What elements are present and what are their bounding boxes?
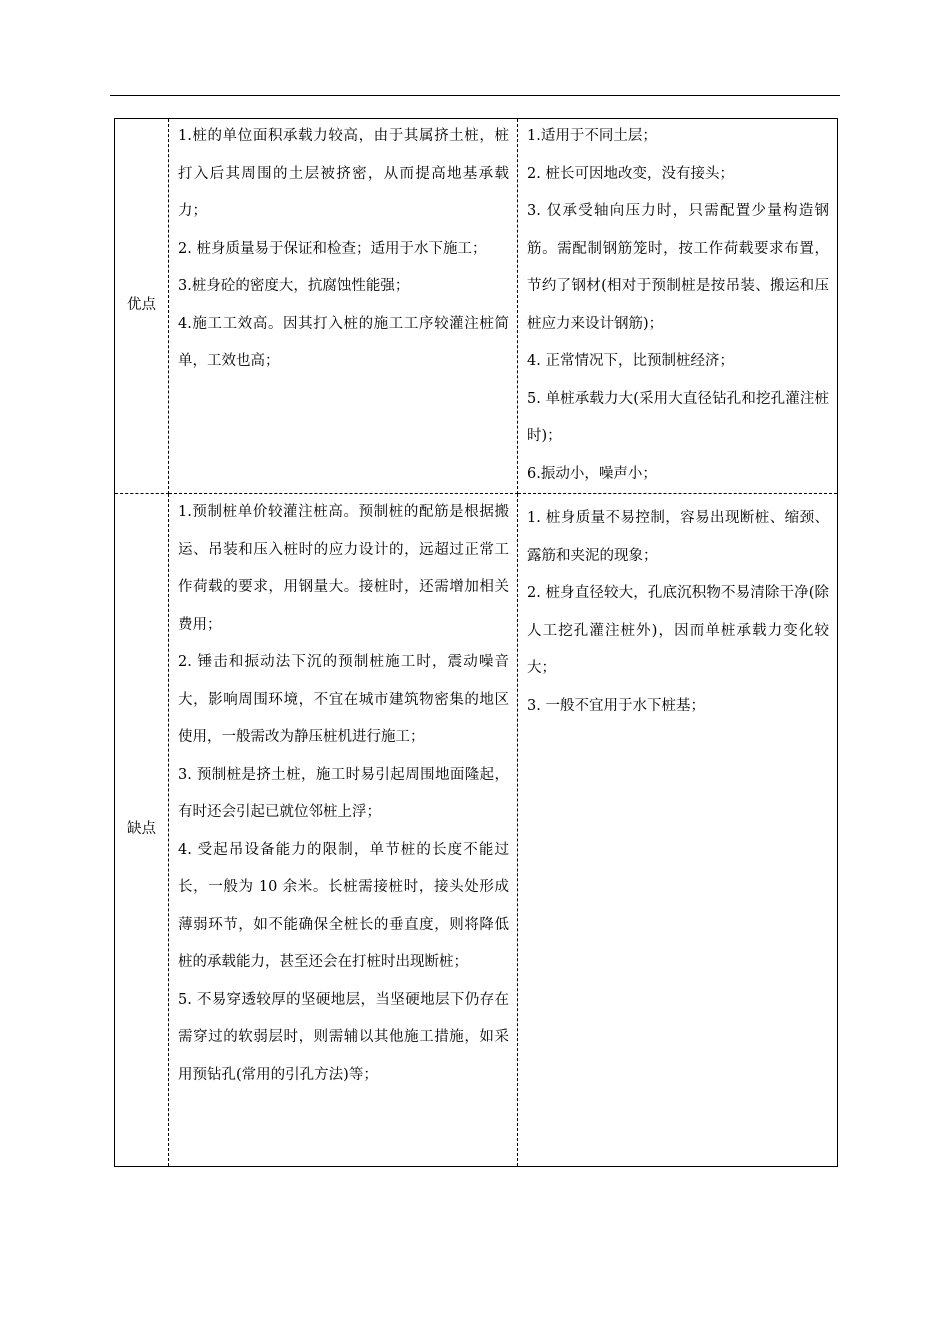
list-item: 5. 单桩承载力大(采用大直径钻孔和挖孔灌注桩时)； — [527, 390, 829, 444]
list-item: 1. 桩身质量不易控制，容易出现断桩、缩颈、露筋和夹泥的现象； — [527, 510, 829, 564]
list-item: 5. 不易穿透较厚的坚硬地层，当坚硬地层下仍存在需穿过的软弱层时，则需辅以其他施工措施，如采用预钻孔(常用的引孔方法)等； — [178, 991, 509, 1083]
precast-pile-advantages-cell — [169, 119, 518, 494]
list-item: 3.桩身砼的密度大，抗腐蚀性能强； — [178, 278, 410, 294]
list-item: 6.振动小，噪声小； — [527, 465, 657, 482]
list-item: 2. 锤击和振动法下沉的预制桩施工时，震动噪音大，影响周围环境，不宜在城市建筑物密集的地区使用，一般需改为静压桩机进行施工； — [178, 654, 509, 745]
list-item: 1.适用于不同土层； — [527, 128, 657, 144]
list-item: 4.施工工效高。因其打入桩的施工工序较灌注桩简单，工效也高； — [178, 315, 509, 369]
list-item: 2. 桩长可因地改变，没有接头； — [527, 165, 734, 182]
table-row-disadvantages — [115, 494, 838, 1167]
precast-pile-disadvantages-cell — [169, 494, 518, 1167]
cast-pile-advantages-cell — [518, 119, 838, 494]
list-item: 4. 受起吊设备能力的限制，单节桩的长度不能过长，一般为 10 余米。长桩需接桩时，接头处形成薄弱环节，如不能确保全桩长的垂直度，则将降低桩的承载能力，甚至还会在打桩时出现断桩； — [178, 841, 509, 970]
header-rule — [110, 95, 840, 96]
list-item: 3. 仅承受轴向压力时，只需配置少量构造钢筋。需配制钢筋笼时，按工作荷载要求布置，节约了钢材(相对于预制桩是按吊装、搬运和压桩应力来设计钢筋)； — [527, 203, 829, 332]
pile-comparison-table — [114, 118, 838, 1167]
row-label-disadvantages: 缺点 — [115, 494, 169, 1167]
cast-pile-disadvantages-cell — [518, 494, 838, 1167]
list-item: 4. 正常情况下，比预制桩经济； — [527, 353, 734, 369]
table-row-advantages — [115, 119, 838, 494]
row-label-advantages: 优点 — [115, 119, 169, 494]
list-item: 2. 桩身质量易于保证和检查；适用于水下施工； — [178, 240, 487, 257]
list-item: 3. 一般不宜用于水下桩基； — [527, 697, 705, 714]
list-item: 2. 桩身直径较大，孔底沉积物不易清除干净(除人工挖孔灌注桩外)，因而单桩承载力变化较大； — [527, 585, 829, 676]
list-item: 1.桩的单位面积承载力较高，由于其属挤土桩，桩打入后其周围的土层被挤密，从而提高地基承载力； — [178, 128, 509, 219]
list-item: 3. 预制桩是挤土桩，施工时易引起周围地面隆起，有时还会引起已就位邻桩上浮； — [178, 766, 509, 820]
list-item: 1.预制桩单价较灌注桩高。预制桩的配筋是根据搬运、吊装和压入桩时的应力设计的，远超过正常工作荷载的要求，用钢量大。接桩时，还需增加相关费用； — [178, 504, 509, 633]
